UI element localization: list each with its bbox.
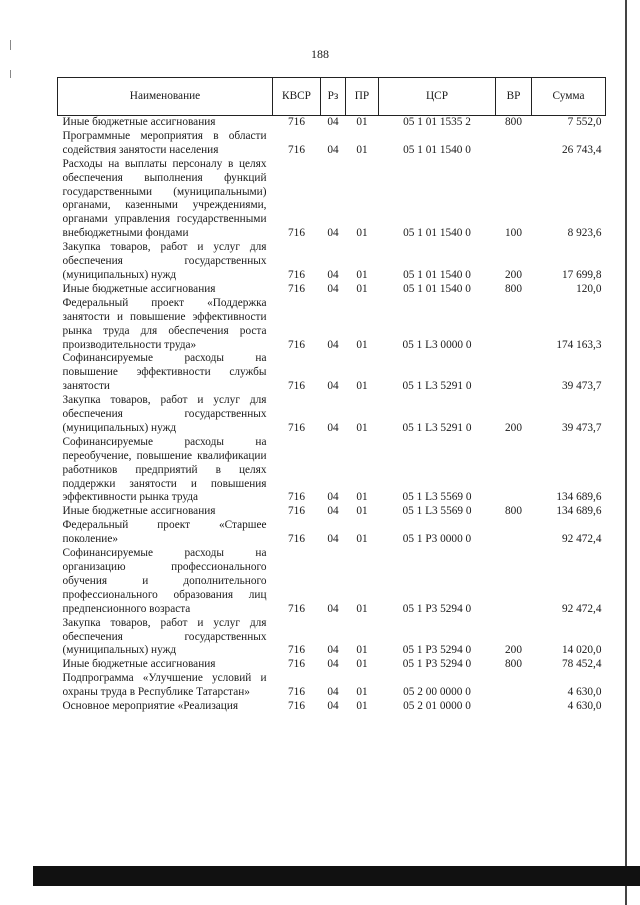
row-rz: 04 <box>327 602 339 615</box>
row-sum: 78 452,4 <box>561 658 602 671</box>
row-sum: 134 689,6 <box>556 505 602 518</box>
row-name: Софинансируемые расходы на повышение эффективности службы занятости <box>62 352 267 393</box>
row-vr <box>496 672 532 700</box>
col-header-kvsr: КВСР <box>273 78 321 116</box>
row-vr <box>496 352 532 394</box>
table-header <box>58 78 606 116</box>
row-rz: 04 <box>327 686 339 699</box>
row-sum: 26 743,4 <box>561 143 602 156</box>
table-row <box>58 505 606 519</box>
row-kvsr: 716 <box>288 700 305 713</box>
row-vr <box>496 130 532 158</box>
row-kvsr: 716 <box>288 143 305 156</box>
row-rz: 04 <box>327 505 339 518</box>
row-name: Иные бюджетные ассигнования <box>62 658 216 671</box>
row-kvsr: 716 <box>288 421 305 434</box>
row-sum: 14 020,0 <box>561 644 602 657</box>
table-row <box>58 352 606 394</box>
row-sum: 4 630,0 <box>567 686 602 699</box>
row-pr: 01 <box>356 602 368 615</box>
row-name: Иные бюджетные ассигнования <box>62 116 216 128</box>
table-row <box>58 283 606 297</box>
table-row <box>58 672 606 700</box>
col-header-name: Наименование <box>58 78 273 116</box>
row-sum: 4 630,0 <box>567 700 602 713</box>
row-pr: 01 <box>356 282 368 295</box>
table-row <box>58 547 606 617</box>
row-csr: 05 1 01 1540 0 <box>403 227 471 240</box>
row-kvsr: 716 <box>288 533 305 546</box>
row-rz: 04 <box>327 143 339 156</box>
row-kvsr: 716 <box>288 380 305 393</box>
row-kvsr: 716 <box>288 644 305 657</box>
row-csr: 05 1 L3 5569 0 <box>402 505 472 518</box>
col-header-vr: ВР <box>496 78 532 116</box>
row-sum: 39 473,7 <box>561 380 602 393</box>
row-pr: 01 <box>356 644 368 657</box>
row-pr: 01 <box>356 421 368 434</box>
row-vr <box>496 547 532 617</box>
row-sum: 17 699,8 <box>561 268 602 281</box>
row-pr: 01 <box>356 700 368 713</box>
row-kvsr: 716 <box>288 268 305 281</box>
row-pr: 01 <box>356 491 368 504</box>
row-sum: 120,0 <box>576 282 602 295</box>
row-csr: 05 1 P3 5294 0 <box>402 658 472 671</box>
row-kvsr: 716 <box>288 686 305 699</box>
row-vr: 200 <box>505 421 522 434</box>
row-pr: 01 <box>356 143 368 156</box>
row-csr: 05 2 00 0000 0 <box>403 686 471 699</box>
row-vr: 800 <box>505 282 522 295</box>
row-rz: 04 <box>327 533 339 546</box>
row-rz: 04 <box>327 380 339 393</box>
row-rz: 04 <box>327 491 339 504</box>
row-kvsr: 716 <box>288 227 305 240</box>
page-number: 188 <box>311 47 329 61</box>
row-name: Расходы на выплаты персоналу в целях обеспечения выполнения функций государственными (муниципальными) органами, казенными учреждениями, органами управления государственными внебюджетными фондами <box>62 157 267 240</box>
row-name: Федеральный проект «Старшее поколение» <box>62 519 267 546</box>
row-name: Закупка товаров, работ и услуг для обеспечения государственных (муниципальных) нужд <box>62 241 267 281</box>
row-pr: 01 <box>356 227 368 240</box>
scan-bottom-bar <box>33 866 640 886</box>
row-rz: 04 <box>327 700 339 713</box>
table-row <box>58 297 606 353</box>
budget-table <box>57 77 606 714</box>
row-sum: 8 923,6 <box>567 227 602 240</box>
row-vr <box>496 436 532 506</box>
col-header-sum: Сумма <box>532 78 606 116</box>
row-csr: 05 1 01 1540 0 <box>403 143 471 156</box>
row-name: Софинансируемые расходы на организацию профессионального обучения и дополнительного профессионального образования лиц предпенсионного возраста <box>62 547 267 615</box>
row-rz: 04 <box>327 116 339 128</box>
row-rz: 04 <box>327 268 339 281</box>
row-name: Иные бюджетные ассигнования <box>62 505 216 518</box>
table-row <box>58 158 606 241</box>
row-csr: 05 1 L3 5291 0 <box>402 380 472 393</box>
scan-edge-line <box>625 0 627 905</box>
row-rz: 04 <box>327 644 339 657</box>
table-row <box>58 394 606 436</box>
row-vr: 800 <box>505 505 522 518</box>
row-csr: 05 1 L3 5569 0 <box>402 491 472 504</box>
col-header-pr: ПР <box>346 78 379 116</box>
row-sum: 134 689,6 <box>556 491 602 504</box>
row-rz: 04 <box>327 658 339 671</box>
table-row <box>58 519 606 547</box>
row-csr: 05 1 L3 5291 0 <box>402 421 472 434</box>
row-sum: 92 472,4 <box>561 533 602 546</box>
row-csr: 05 1 01 1540 0 <box>403 282 471 295</box>
row-sum: 7 552,0 <box>567 116 602 128</box>
row-rz: 04 <box>327 338 339 351</box>
row-csr: 05 1 P3 0000 0 <box>402 533 472 546</box>
row-name: Программные мероприятия в области содействия занятости населения <box>62 129 267 156</box>
row-name: Федеральный проект «Поддержка занятости и повышение эффективности рынка труда для обеспечения роста производительности труда» <box>62 296 267 351</box>
row-pr: 01 <box>356 658 368 671</box>
row-rz: 04 <box>327 421 339 434</box>
row-sum: 92 472,4 <box>561 602 602 615</box>
row-csr: 05 1 01 1540 0 <box>403 268 471 281</box>
row-pr: 01 <box>356 505 368 518</box>
row-vr: 200 <box>505 644 522 657</box>
scan-margin-mark <box>10 70 11 78</box>
row-pr: 01 <box>356 533 368 546</box>
row-name: Иные бюджетные ассигнования <box>62 282 216 295</box>
row-vr: 200 <box>505 268 522 281</box>
table-row <box>58 658 606 672</box>
row-vr <box>496 297 532 353</box>
row-kvsr: 716 <box>288 282 305 295</box>
row-vr <box>496 519 532 547</box>
row-rz: 04 <box>327 227 339 240</box>
row-kvsr: 716 <box>288 505 305 518</box>
row-name: Закупка товаров, работ и услуг для обеспечения государственных (муниципальных) нужд <box>62 394 267 434</box>
row-vr <box>496 700 532 714</box>
row-name: Подпрограмма «Улучшение условий и охраны труда в Республике Татарстан» <box>62 672 267 699</box>
row-vr: 800 <box>505 116 522 128</box>
row-kvsr: 716 <box>288 491 305 504</box>
row-csr: 05 1 P3 5294 0 <box>402 602 472 615</box>
row-name: Основное мероприятие «Реализация <box>62 700 239 713</box>
row-csr: 05 1 L3 0000 0 <box>402 338 472 351</box>
row-vr: 800 <box>505 658 522 671</box>
row-csr: 05 1 P3 5294 0 <box>402 644 472 657</box>
row-kvsr: 716 <box>288 116 305 128</box>
col-header-rz: Рз <box>321 78 346 116</box>
row-pr: 01 <box>356 268 368 281</box>
table-row <box>58 241 606 283</box>
table-row <box>58 617 606 659</box>
row-kvsr: 716 <box>288 658 305 671</box>
row-sum: 174 163,3 <box>556 338 602 351</box>
row-vr: 100 <box>505 227 522 240</box>
row-pr: 01 <box>356 380 368 393</box>
row-pr: 01 <box>356 338 368 351</box>
table-row <box>58 436 606 506</box>
row-csr: 05 1 01 1535 2 <box>403 116 471 128</box>
row-name: Софинансируемые расходы на переобучение, повышение квалификации работников предприятий в целях поддержки занятости и повышения эффективности рынка труда <box>62 435 267 504</box>
table-row <box>58 700 606 714</box>
row-pr: 01 <box>356 116 368 128</box>
row-rz: 04 <box>327 282 339 295</box>
row-csr: 05 2 01 0000 0 <box>403 700 471 713</box>
row-sum: 39 473,7 <box>561 421 602 434</box>
row-pr: 01 <box>356 686 368 699</box>
row-name: Закупка товаров, работ и услуг для обеспечения государственных (муниципальных) нужд <box>62 616 267 657</box>
row-kvsr: 716 <box>288 338 305 351</box>
table-row <box>58 116 606 130</box>
table-row <box>58 130 606 158</box>
col-header-csr: ЦСР <box>379 78 496 116</box>
row-kvsr: 716 <box>288 602 305 615</box>
